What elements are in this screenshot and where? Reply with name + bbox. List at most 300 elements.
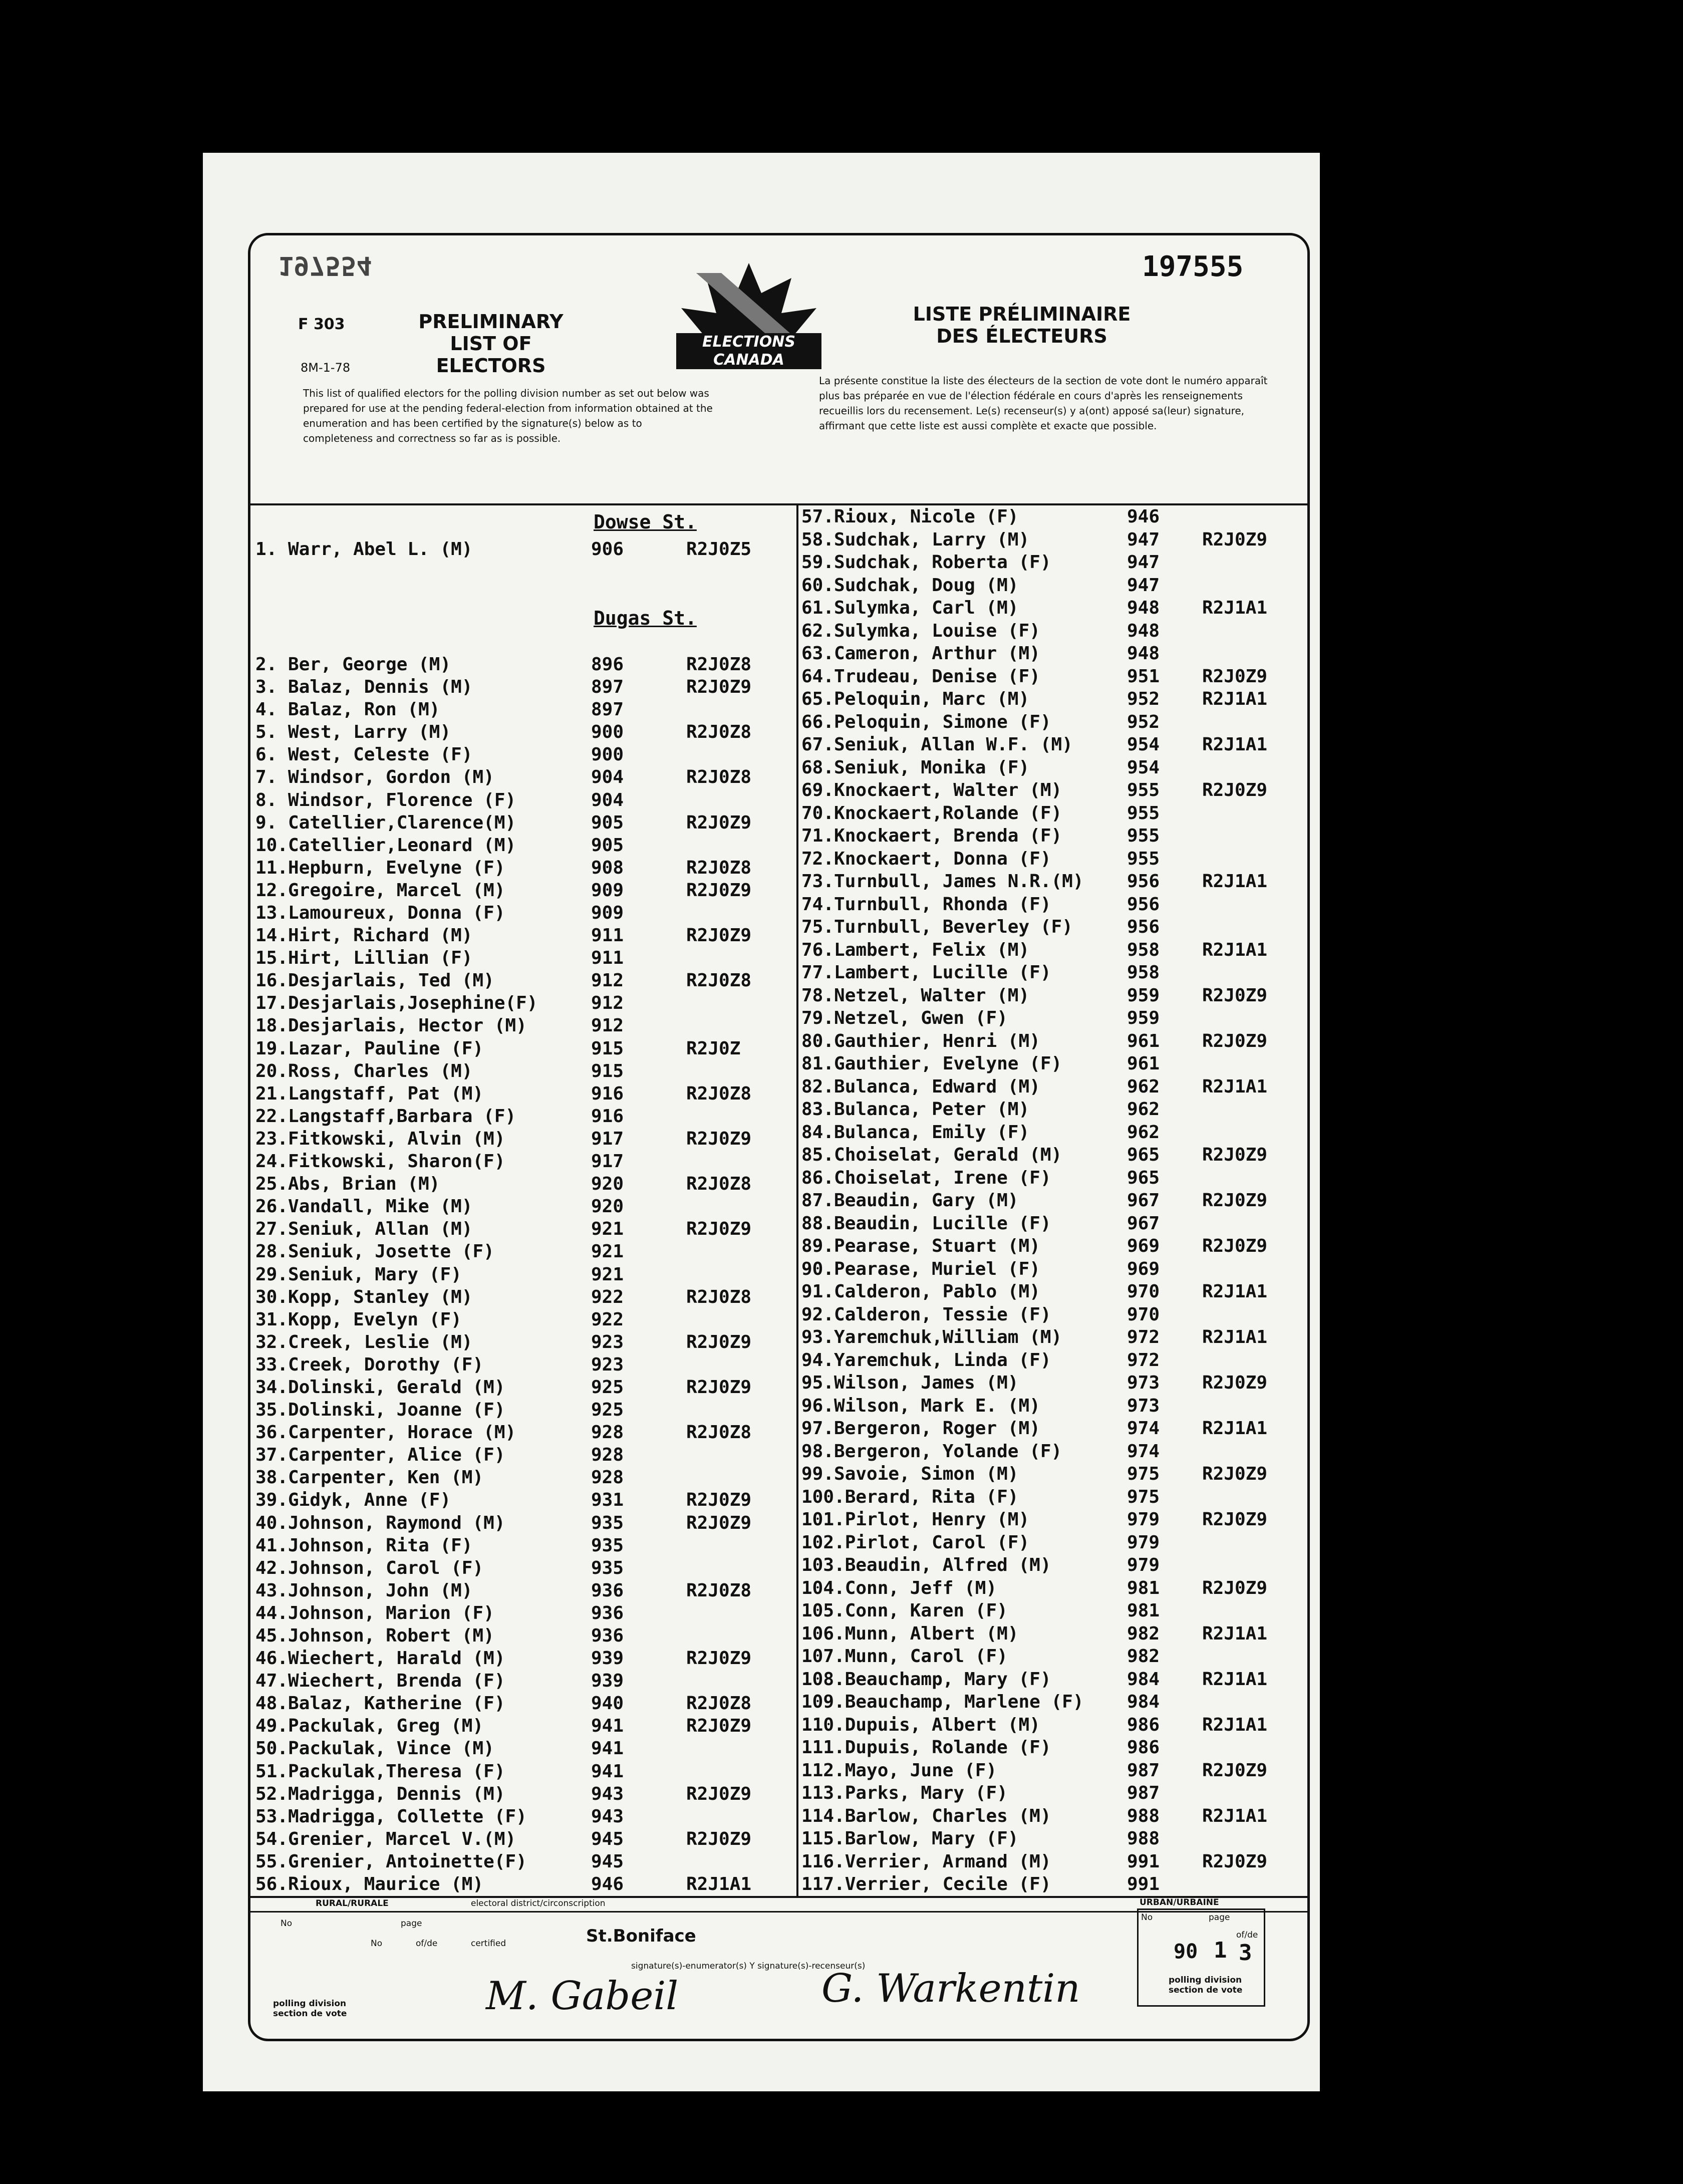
polling-number: 935 xyxy=(591,1513,624,1533)
elector-name: 108.Beauchamp, Mary (F) xyxy=(801,1669,1051,1690)
polling-number: 961 xyxy=(1127,1031,1160,1051)
elector-row xyxy=(801,1326,1302,1348)
elector-row xyxy=(255,538,794,561)
polling-number: 909 xyxy=(591,903,624,923)
elector-row xyxy=(801,1167,1302,1189)
elector-row xyxy=(255,1625,794,1647)
elector-name: 8. Windsor, Florence (F) xyxy=(255,790,516,810)
postal-code: R2J0Z9 xyxy=(1202,666,1268,687)
district-label: electoral district/circonscription xyxy=(471,1898,606,1908)
elector-name: 53.Madrigga, Collette (F) xyxy=(255,1806,527,1827)
elector-name: 55.Grenier, Antoinette(F) xyxy=(255,1851,527,1872)
elector-name: 57.Rioux, Nicole (F) xyxy=(801,506,1019,527)
elector-name: 32.Creek, Leslie (M) xyxy=(255,1332,473,1352)
polling-number: 936 xyxy=(591,1603,624,1623)
elector-name: 68.Seniuk, Monika (F) xyxy=(801,757,1030,778)
polling-number: 974 xyxy=(1127,1418,1160,1439)
postal-code: R2J0Z9 xyxy=(1202,1760,1268,1781)
elector-name: 101.Pirlot, Henry (M) xyxy=(801,1509,1030,1530)
elector-row xyxy=(801,1577,1302,1599)
polling-number: 943 xyxy=(591,1784,624,1804)
elector-row xyxy=(801,1099,1302,1121)
elector-name: 70.Knockaert,Rolande (F) xyxy=(801,803,1062,824)
elector-row xyxy=(801,666,1302,688)
elector-name: 26.Vandall, Mike (M) xyxy=(255,1196,473,1217)
form-code: F 303 xyxy=(298,316,345,333)
postal-code: R2J0Z9 xyxy=(686,1513,752,1533)
elector-name: 62.Sulymka, Louise (F) xyxy=(801,621,1040,641)
elector-name: 42.Johnson, Carol (F) xyxy=(255,1558,484,1578)
elector-name: 106.Munn, Albert (M) xyxy=(801,1623,1019,1644)
elector-row xyxy=(255,1670,794,1692)
elector-row xyxy=(255,1422,794,1444)
elector-row xyxy=(801,1144,1302,1166)
elector-name: 14.Hirt, Richard (M) xyxy=(255,925,473,946)
postal-code: R2J0Z8 xyxy=(686,970,752,991)
polling-number: 936 xyxy=(591,1580,624,1601)
elections-canada-logo xyxy=(666,258,831,373)
elector-row xyxy=(255,1196,794,1218)
urban-polling-box xyxy=(1137,1908,1265,2007)
page-number: 1 xyxy=(1214,1938,1227,1963)
elector-name: 17.Desjarlais,Josephine(F) xyxy=(255,993,538,1013)
elector-row xyxy=(255,880,794,902)
elector-name: 50.Packulak, Vince (M) xyxy=(255,1738,494,1759)
elector-row xyxy=(801,1349,1302,1372)
elector-name: 114.Barlow, Charles (M) xyxy=(801,1806,1051,1826)
elector-row xyxy=(801,1509,1302,1531)
page-label-urban: page xyxy=(1209,1913,1230,1923)
polling-number: 897 xyxy=(591,677,624,697)
polling-number: 912 xyxy=(591,970,624,991)
elector-name: 21.Langstaff, Pat (M) xyxy=(255,1083,484,1104)
polling-number: 915 xyxy=(591,1061,624,1081)
elector-row xyxy=(255,1038,794,1060)
elector-row xyxy=(255,992,794,1014)
signature-label: signature(s)-enumerator(s) Y signature(s)-recenseur(s) xyxy=(631,1961,866,1971)
polling-number: 908 xyxy=(591,858,624,878)
polling-number: 954 xyxy=(1127,757,1160,778)
elector-row xyxy=(801,529,1302,551)
elector-name: 105.Conn, Karen (F) xyxy=(801,1600,1008,1621)
elector-row xyxy=(255,1806,794,1828)
polling-number: 959 xyxy=(1127,985,1160,1006)
postal-code: R2J0Z9 xyxy=(1202,529,1268,550)
elector-row xyxy=(255,1377,794,1399)
postal-code: R2J0Z8 xyxy=(686,1287,752,1307)
elector-name: 49.Packulak, Greg (M) xyxy=(255,1716,484,1736)
elector-row xyxy=(255,1106,794,1128)
elector-row xyxy=(801,1304,1302,1326)
polling-number: 939 xyxy=(591,1648,624,1669)
polling-number: 917 xyxy=(591,1129,624,1149)
postal-code: R2J0Z9 xyxy=(1202,1373,1268,1393)
elector-name: 39.Gidyk, Anne (F) xyxy=(255,1490,451,1510)
polling-number: 969 xyxy=(1127,1236,1160,1256)
elector-row xyxy=(255,970,794,992)
polling-number: 945 xyxy=(591,1829,624,1849)
elector-name: 11.Hepburn, Evelyne (F) xyxy=(255,858,505,878)
polling-number: 923 xyxy=(591,1354,624,1375)
polling-number: 991 xyxy=(1127,1851,1160,1872)
postal-code: R2J0Z9 xyxy=(1202,1236,1268,1256)
polling-number: 928 xyxy=(591,1467,624,1488)
postal-code: R2J1A1 xyxy=(686,1874,752,1894)
elector-row xyxy=(801,552,1302,574)
polling-number: 979 xyxy=(1127,1532,1160,1553)
elector-name: 78.Netzel, Walter (M) xyxy=(801,985,1030,1006)
elector-name: 52.Madrigga, Dennis (M) xyxy=(255,1784,505,1804)
polling-number: 982 xyxy=(1127,1623,1160,1644)
polling-number: 972 xyxy=(1127,1327,1160,1347)
polling-number: 975 xyxy=(1127,1464,1160,1484)
elector-name: 97.Bergeron, Roger (M) xyxy=(801,1418,1040,1439)
polling-number: 922 xyxy=(591,1287,624,1307)
elector-name: 43.Johnson, John (M) xyxy=(255,1580,473,1601)
title-french: LISTE PRÉLIMINAIRE DES ÉLECTEURS xyxy=(913,303,1131,347)
polling-number: 921 xyxy=(591,1264,624,1285)
elector-row xyxy=(801,620,1302,642)
elector-name: 102.Pirlot, Carol (F) xyxy=(801,1532,1030,1553)
elector-row xyxy=(801,1851,1302,1873)
elector-row xyxy=(255,947,794,969)
elector-row xyxy=(801,1441,1302,1463)
postal-code: R2J0Z9 xyxy=(1202,1031,1268,1051)
polling-number: 946 xyxy=(1127,506,1160,527)
elector-row xyxy=(801,1235,1302,1257)
elector-row xyxy=(255,1828,794,1850)
elector-row xyxy=(801,1828,1302,1850)
elector-row xyxy=(255,721,794,743)
polling-number: 981 xyxy=(1127,1600,1160,1621)
elector-name: 104.Conn, Jeff (M) xyxy=(801,1578,997,1598)
postal-code: R2J0Z9 xyxy=(686,1784,752,1804)
polling-number: 956 xyxy=(1127,894,1160,915)
polling-number: 921 xyxy=(591,1241,624,1262)
postal-code: R2J0Z5 xyxy=(686,539,752,560)
polling-number: 935 xyxy=(591,1558,624,1578)
elector-row xyxy=(801,871,1302,893)
electoral-district: St.Boniface xyxy=(586,1926,696,1946)
polling-number: 956 xyxy=(1127,871,1160,892)
polling-number: 956 xyxy=(1127,917,1160,937)
polling-number: 988 xyxy=(1127,1806,1160,1826)
elector-name: 110.Dupuis, Albert (M) xyxy=(801,1715,1040,1735)
elector-row xyxy=(255,1580,794,1602)
of-label-rural: of/de xyxy=(416,1939,438,1949)
elector-row xyxy=(801,1532,1302,1554)
elector-row xyxy=(801,1873,1302,1895)
postal-code: R2J0Z8 xyxy=(686,654,752,675)
elector-row xyxy=(801,1122,1302,1144)
elector-name: 31.Kopp, Evelyn (F) xyxy=(255,1309,462,1330)
polling-number: 921 xyxy=(591,1219,624,1239)
elector-name: 113.Parks, Mary (F) xyxy=(801,1783,1008,1803)
elector-name: 64.Trudeau, Denise (F) xyxy=(801,666,1040,687)
postal-code: R2J0Z9 xyxy=(1202,780,1268,800)
elector-row xyxy=(255,766,794,788)
polling-number: 955 xyxy=(1127,803,1160,824)
postal-code: R2J1A1 xyxy=(1202,1418,1268,1439)
polling-number: 979 xyxy=(1127,1555,1160,1575)
elector-row xyxy=(801,1007,1302,1029)
elector-name: 10.Catellier,Leonard (M) xyxy=(255,835,516,856)
elector-name: 24.Fitkowski, Sharon(F) xyxy=(255,1151,505,1172)
elector-name: 37.Carpenter, Alice (F) xyxy=(255,1445,505,1465)
elector-name: 117.Verrier, Cecile (F) xyxy=(801,1874,1051,1894)
elector-row xyxy=(801,916,1302,938)
elector-name: 61.Sulymka, Carl (M) xyxy=(801,598,1019,618)
no-label-rural: No xyxy=(280,1919,293,1929)
elector-name: 86.Choiselat, Irene (F) xyxy=(801,1168,1051,1188)
postal-code: R2J1A1 xyxy=(1202,1327,1268,1347)
elector-row xyxy=(801,1053,1302,1075)
polling-number: 958 xyxy=(1127,962,1160,983)
elector-name: 83.Bulanca, Peter (M) xyxy=(801,1099,1030,1120)
postal-code: R2J0Z9 xyxy=(1202,1851,1268,1872)
elector-row xyxy=(255,699,794,721)
logo-text: ELECTIONS CANADA xyxy=(676,333,821,369)
elector-row xyxy=(801,894,1302,916)
postal-code: R2J0Z9 xyxy=(1202,1464,1268,1484)
elector-name: 99.Savoie, Simon (M) xyxy=(801,1464,1019,1484)
postal-code: R2J0Z9 xyxy=(686,1716,752,1736)
postal-code: R2J0Z9 xyxy=(1202,1509,1268,1530)
elector-name: 34.Dolinski, Gerald (M) xyxy=(255,1377,505,1398)
polling-number: 947 xyxy=(1127,575,1160,596)
polling-number: 970 xyxy=(1127,1281,1160,1302)
elector-name: 35.Dolinski, Joanne (F) xyxy=(255,1400,505,1420)
elector-name: 9. Catellier,Clarence(M) xyxy=(255,812,516,833)
postal-code: R2J0Z8 xyxy=(686,1422,752,1443)
elector-row xyxy=(255,1602,794,1624)
intro-paragraph-english: This list of qualified electors for the polling division number as set out below was prepared for use at the pending federal-election from information obtained at the enumeration and has been certified by the signature(s) below as to completeness and correctness so far as is possible. xyxy=(303,387,713,444)
page-total: 3 xyxy=(1239,1940,1252,1966)
elector-name: 116.Verrier, Armand (M) xyxy=(801,1851,1051,1872)
elector-name: 58.Sudchak, Larry (M) xyxy=(801,529,1030,550)
polling-number: 925 xyxy=(591,1400,624,1420)
polling-number: 896 xyxy=(591,654,624,675)
elector-name: 93.Yaremchuk,William (M) xyxy=(801,1327,1062,1347)
postal-code: R2J0Z8 xyxy=(686,1580,752,1601)
elector-row xyxy=(801,1076,1302,1098)
certified-label: certified xyxy=(471,1939,506,1949)
elector-row xyxy=(801,1486,1302,1508)
elector-name: 80.Gauthier, Henri (M) xyxy=(801,1031,1040,1051)
elector-row xyxy=(255,1331,794,1353)
postal-code: R2J1A1 xyxy=(1202,734,1268,755)
elector-row xyxy=(255,744,794,766)
elector-row xyxy=(255,1151,794,1173)
polling-number: 987 xyxy=(1127,1760,1160,1781)
polling-number: 925 xyxy=(591,1377,624,1398)
elector-name: 88.Beaudin, Lucille (F) xyxy=(801,1213,1051,1234)
elector-row xyxy=(255,1083,794,1105)
elector-name: 16.Desjarlais, Ted (M) xyxy=(255,970,494,991)
elector-name: 59.Sudchak, Roberta (F) xyxy=(801,552,1051,573)
polling-number: 915 xyxy=(591,1038,624,1059)
elector-name: 84.Bulanca, Emily (F) xyxy=(801,1122,1030,1143)
elector-name: 77.Lambert, Lucille (F) xyxy=(801,962,1051,983)
polling-number: 941 xyxy=(591,1761,624,1782)
elector-row xyxy=(255,1354,794,1376)
elector-row xyxy=(255,857,794,879)
postal-code: R2J1A1 xyxy=(1202,871,1268,892)
elector-row xyxy=(801,1463,1302,1485)
polling-division-number: 90 xyxy=(1174,1940,1198,1963)
postal-code: R2J0Z9 xyxy=(686,1219,752,1239)
elector-row xyxy=(255,1512,794,1534)
polling-number: 916 xyxy=(591,1083,624,1104)
polling-number: 962 xyxy=(1127,1122,1160,1143)
elector-row xyxy=(255,1535,794,1557)
polling-number: 948 xyxy=(1127,598,1160,618)
elector-name: 66.Peloquin, Simone (F) xyxy=(801,712,1051,732)
postal-code: R2J1A1 xyxy=(1202,1623,1268,1644)
elector-row xyxy=(255,1467,794,1489)
polling-number: 982 xyxy=(1127,1646,1160,1667)
elector-row xyxy=(801,1782,1302,1804)
elector-name: 72.Knockaert, Donna (F) xyxy=(801,849,1051,869)
elector-name: 90.Pearase, Muriel (F) xyxy=(801,1259,1040,1279)
elector-name: 95.Wilson, James (M) xyxy=(801,1373,1019,1393)
postal-code: R2J0Z8 xyxy=(686,1083,752,1104)
elector-row xyxy=(255,925,794,947)
elector-name: 91.Calderon, Pablo (M) xyxy=(801,1281,1040,1302)
elector-row xyxy=(801,506,1302,528)
polling-number: 922 xyxy=(591,1309,624,1330)
elector-row xyxy=(801,1258,1302,1280)
polling-number: 952 xyxy=(1127,689,1160,709)
elector-row xyxy=(801,1030,1302,1052)
elector-name: 19.Lazar, Pauline (F) xyxy=(255,1038,484,1059)
elector-row xyxy=(801,1418,1302,1440)
polling-number: 961 xyxy=(1127,1053,1160,1074)
elector-name: 27.Seniuk, Allan (M) xyxy=(255,1219,473,1239)
elector-name: 79.Netzel, Gwen (F) xyxy=(801,1008,1008,1028)
urban-label: URBAN/URBAINE xyxy=(1140,1897,1219,1907)
serial-number-right: 197555 xyxy=(1142,250,1244,283)
elector-name: 18.Desjarlais, Hector (M) xyxy=(255,1015,527,1036)
elector-name: 63.Cameron, Arthur (M) xyxy=(801,643,1040,664)
postal-code: R2J1A1 xyxy=(1202,940,1268,960)
polling-division-label-rural: polling division section de vote xyxy=(273,1999,347,2019)
elector-name: 2. Ber, George (M) xyxy=(255,654,451,675)
postal-code: R2J0Z9 xyxy=(686,1332,752,1352)
elector-row xyxy=(255,654,794,676)
elector-name: 82.Bulanca, Edward (M) xyxy=(801,1076,1040,1097)
polling-number: 965 xyxy=(1127,1168,1160,1188)
elector-row xyxy=(255,902,794,924)
elector-name: 38.Carpenter, Ken (M) xyxy=(255,1467,484,1488)
polling-number: 904 xyxy=(591,767,624,787)
elector-name: 22.Langstaff,Barbara (F) xyxy=(255,1106,516,1127)
polling-number: 904 xyxy=(591,790,624,810)
elector-row xyxy=(801,1669,1302,1691)
polling-number: 991 xyxy=(1127,1874,1160,1894)
elector-name: 44.Johnson, Marion (F) xyxy=(255,1603,494,1623)
elector-row xyxy=(801,1190,1302,1212)
polling-number: 941 xyxy=(591,1738,624,1759)
elector-name: 112.Mayo, June (F) xyxy=(801,1760,997,1781)
polling-number: 905 xyxy=(591,835,624,856)
polling-number: 972 xyxy=(1127,1350,1160,1371)
polling-number: 952 xyxy=(1127,712,1160,732)
elector-name: 54.Grenier, Marcel V.(M) xyxy=(255,1829,516,1849)
postal-code: R2J1A1 xyxy=(1202,1715,1268,1735)
postal-code: R2J0Z9 xyxy=(686,1829,752,1849)
elector-row xyxy=(801,734,1302,756)
elector-name: 4. Balaz, Ron (M) xyxy=(255,699,440,720)
polling-number: 947 xyxy=(1127,529,1160,550)
elector-row xyxy=(255,1648,794,1670)
polling-number: 946 xyxy=(591,1874,624,1894)
elector-row xyxy=(255,1693,794,1715)
elector-row xyxy=(801,1714,1302,1736)
elector-row xyxy=(801,1737,1302,1759)
elector-name: 47.Wiechert, Brenda (F) xyxy=(255,1671,505,1691)
header-divider xyxy=(250,503,1307,505)
elector-row xyxy=(255,1489,794,1511)
elector-row xyxy=(255,676,794,698)
polling-number: 945 xyxy=(591,1851,624,1872)
polling-number: 911 xyxy=(591,925,624,946)
elector-row xyxy=(255,1557,794,1579)
elector-row xyxy=(801,1372,1302,1394)
polling-number: 973 xyxy=(1127,1396,1160,1416)
elector-row xyxy=(801,1646,1302,1668)
elector-name: 40.Johnson, Raymond (M) xyxy=(255,1513,505,1533)
postal-code: R2J0Z8 xyxy=(686,1693,752,1714)
elector-row xyxy=(801,1691,1302,1713)
polling-number: 920 xyxy=(591,1174,624,1194)
polling-number: 958 xyxy=(1127,940,1160,960)
polling-number: 974 xyxy=(1127,1441,1160,1462)
elector-name: 75.Turnbull, Beverley (F) xyxy=(801,917,1073,937)
elector-name: 13.Lamoureux, Donna (F) xyxy=(255,903,505,923)
elector-name: 73.Turnbull, James N.R.(M) xyxy=(801,871,1084,892)
polling-number: 948 xyxy=(1127,621,1160,641)
elector-row xyxy=(255,1873,794,1895)
elector-name: 65.Peloquin, Marc (M) xyxy=(801,689,1030,709)
polling-number: 965 xyxy=(1127,1145,1160,1165)
elector-row xyxy=(255,1128,794,1150)
elector-row xyxy=(801,711,1302,733)
elector-name: 89.Pearase, Stuart (M) xyxy=(801,1236,1040,1256)
polling-number: 906 xyxy=(591,539,624,560)
polling-number: 979 xyxy=(1127,1509,1160,1530)
polling-number: 940 xyxy=(591,1693,624,1714)
elector-list-form xyxy=(248,233,1310,2041)
elector-row xyxy=(255,1444,794,1466)
elector-name: 76.Lambert, Felix (M) xyxy=(801,940,1030,960)
postal-code: R2J0Z9 xyxy=(686,1648,752,1669)
form-date: 8M-1-78 xyxy=(301,361,351,375)
postal-code: R2J0Z9 xyxy=(686,1490,752,1510)
elector-row xyxy=(801,597,1302,619)
elector-row xyxy=(801,1281,1302,1303)
elector-name: 15.Hirt, Lillian (F) xyxy=(255,948,473,968)
elector-row xyxy=(801,575,1302,597)
elector-row xyxy=(255,1309,794,1331)
polling-number: 923 xyxy=(591,1332,624,1352)
elector-name: 98.Bergeron, Yolande (F) xyxy=(801,1441,1062,1462)
column-divider xyxy=(796,503,798,1896)
elector-name: 46.Wiechert, Harald (M) xyxy=(255,1648,505,1669)
polling-number: 943 xyxy=(591,1806,624,1827)
elector-name: 103.Beaudin, Alfred (M) xyxy=(801,1555,1051,1575)
enumerator-signature-1: M. Gabeil xyxy=(486,1974,679,2019)
